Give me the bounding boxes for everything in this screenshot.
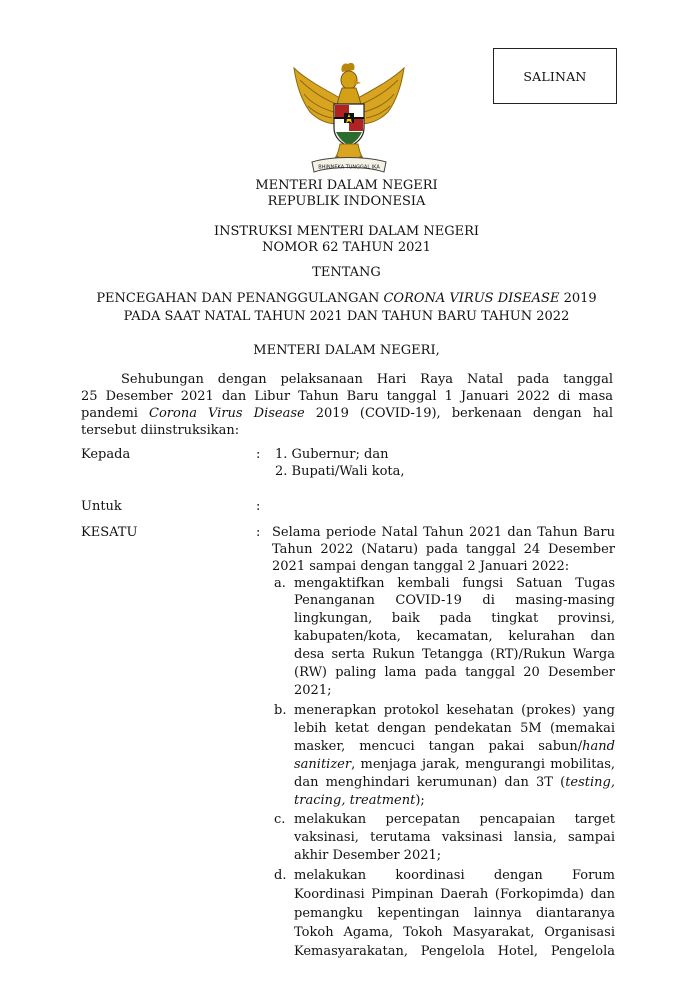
subject-part: PENCEGAHAN DAN PENANGGULANGAN [96,291,384,306]
garuda-emblem-icon [282,58,416,176]
doc-number: NOMOR 62 TAHUN 2021 [262,240,431,255]
item-b-text: masker, mencuci tangan pakai sabun/ [294,739,583,754]
item-b-line [294,774,615,791]
kepada-label: Kepada [81,447,131,462]
item-marker: d. [274,868,287,883]
item-a-line: Penanganan COVID-19 di masing-masing [294,593,615,608]
preamble-line: Sehubungan dengan pelaksanaan Hari Raya Natal pada tanggal [121,372,613,387]
item-a-line: desa serta Rukun Tetangga (RT)/Rukun Warga [294,647,615,662]
preamble-line: 25 Desember 2021 dan Libur Tahun Baru tanggal 1 Januari 2022 di masa [81,389,613,404]
preamble-italic: Corona Virus Disease [149,406,305,421]
salinan-stamp [493,48,617,104]
item-d-line: Kemasyarakatan, Pengelola Hotel, Pengelola [294,944,615,959]
item-c-line: vaksinasi, terutama vaksinasi lansia, sampai [294,830,615,845]
item-b-italic: testing, [565,775,615,790]
item-c-line: melakukan percepatan pencapaian target [294,812,615,827]
item-b-italic: sanitizer [294,757,352,772]
kesatu-colon: : [256,525,261,540]
item-b-text: , menjaga jarak, mengurangi mobilitas, [351,757,615,772]
item-marker: a. [274,576,286,591]
emblem-motto: BHINNEKA TUNGGAL IKA [318,164,380,171]
item-a-line: 2021; [294,683,332,698]
untuk-colon: : [256,499,261,514]
item-b-line: lebih ketat dengan pendekatan 5M (memakai [294,721,615,736]
item-a-line: lingkungan, baik pada tingkat provinsi, [294,611,615,626]
item-a-line: mengaktifkan kembali fungsi Satuan Tugas [294,576,615,591]
subject-part: 2019 [559,291,597,306]
preamble-line: tersebut diinstruksikan: [81,423,240,438]
kepada-item: 1. Gubernur; dan [275,447,389,462]
item-d-line: Koordinasi Pimpinan Daerah (Forkopimda) dan [294,887,615,902]
header-republic: REPUBLIK INDONESIA [267,194,426,209]
kepada-item: 2. Bupati/Wali kota, [275,464,405,479]
subject-italic: CORONA VIRUS DISEASE [383,291,560,306]
untuk-label: Untuk [81,499,122,514]
item-b-text: ); [415,793,425,808]
kesatu-intro-line: Selama periode Natal Tahun 2021 dan Tahun Baru [272,525,615,540]
item-b-line [294,738,615,755]
doc-subject-line-1 [0,290,693,307]
doc-about: TENTANG [312,265,381,280]
item-b-line: menerapkan protokol kesehatan (prokes) yang [294,703,615,718]
item-marker: c. [274,812,286,827]
item-d-line: melakukan koordinasi dengan Forum [294,868,615,883]
doc-type: INSTRUKSI MENTERI DALAM NEGERI [213,224,480,239]
item-d-line: pemangku kepentingan lainnya diantaranya [294,906,615,921]
preamble-line [81,405,613,422]
item-a-line: kabupaten/kota, kecamatan, kelurahan dan [294,629,615,644]
salinan-label: SALINAN [523,68,587,84]
item-b-line [294,792,425,809]
kesatu-intro-line: Tahun 2022 (Nataru) pada tanggal 24 Desember [272,542,615,557]
item-a-line: (RW) paling lama pada tanggal 20 Desember [294,665,615,680]
item-c-line: akhir Desember 2021; [294,848,442,863]
kesatu-label: KESATU [81,525,138,540]
item-b-italic: tracing, treatment [294,793,416,808]
kesatu-intro-line: 2021 sampai dengan tanggal 2 Januari 2022: [272,559,570,574]
kepada-colon: : [256,447,261,462]
header-minister: MENTERI DALAM NEGERI [255,178,438,193]
preamble-text: 2019 (COVID-19), berkenaan dengan hal [304,406,614,421]
item-b-italic: hand [582,739,615,754]
issuer: MENTERI DALAM NEGERI, [253,343,440,358]
doc-subject-line-2: PADA SAAT NATAL TAHUN 2021 DAN TAHUN BARU TAHUN 2022 [123,309,570,324]
item-b-line [294,756,615,773]
preamble-text: pandemi [81,406,150,421]
item-marker: b. [274,703,287,718]
item-d-line: Tokoh Agama, Tokoh Masyarakat, Organisasi [294,925,615,940]
item-b-text: dan menghindari kerumunan) dan 3T ( [294,775,566,790]
